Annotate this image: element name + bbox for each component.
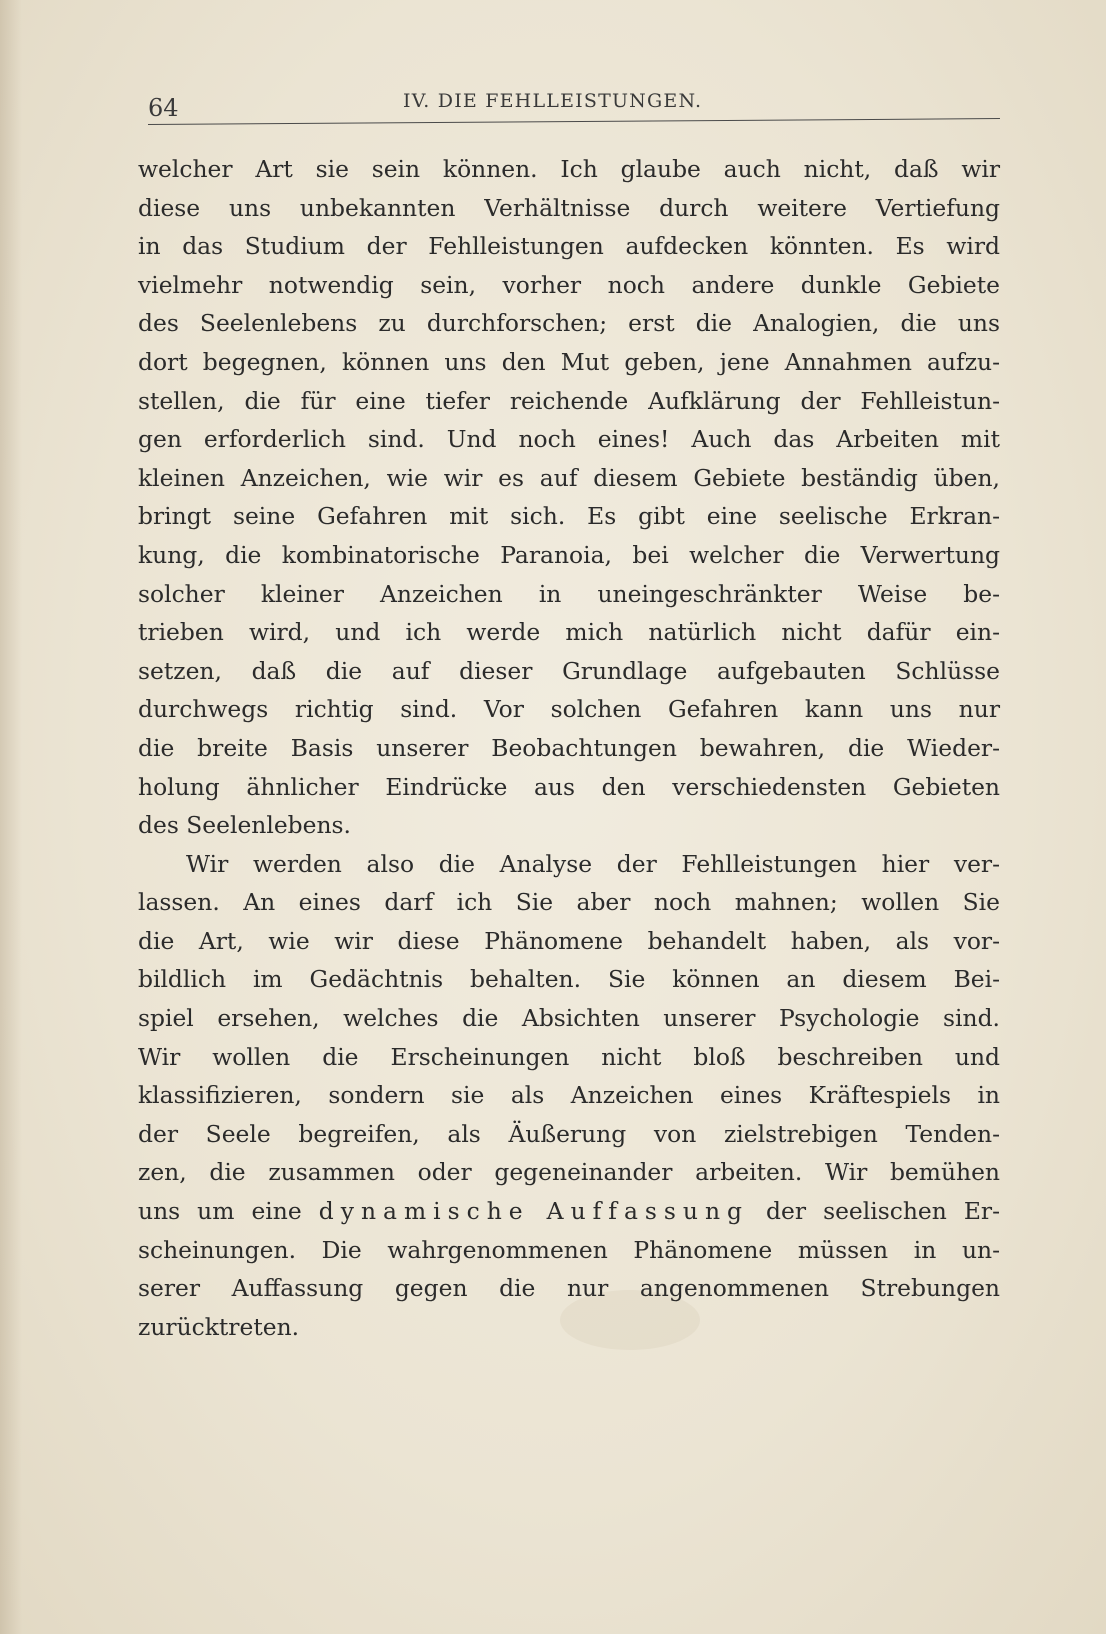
text-line: des Seelenlebens zu durchforschen; erst die Analogien, die uns xyxy=(138,309,1000,338)
text-line: zurücktreten. xyxy=(138,1312,300,1341)
text-line-emphasis xyxy=(138,1192,1000,1231)
paragraph-1 xyxy=(138,150,1000,845)
paragraph-2 xyxy=(138,845,1000,1347)
text-line: vielmehr notwendig sein, vorher noch andere dunkle Gebiete xyxy=(138,270,1000,299)
spine-shadow xyxy=(0,0,22,1634)
text-line: die Art, wie wir diese Phänomene behandelt haben, als vor- xyxy=(138,926,1000,955)
text-line: des Seelenlebens. xyxy=(138,811,351,840)
text-line: holung ähnlicher Eindrücke aus den verschiedensten Gebieten xyxy=(138,772,1000,801)
text-line: lassen. An eines darf ich Sie aber noch mahnen; wollen Sie xyxy=(138,888,1000,917)
text-line: Wir werden also die Analyse der Fehlleistungen hier ver- xyxy=(186,849,1000,878)
header-rule xyxy=(148,118,1000,125)
text-line: kleinen Anzeichen, wie wir es auf diesem Gebiete beständig üben, xyxy=(138,463,1000,492)
text-line: gen erforderlich sind. Und noch eines! Auch das Arbeiten mit xyxy=(138,425,1000,454)
text-line: stellen, die für eine tiefer reichende Aufklärung der Fehlleistun- xyxy=(138,386,1000,415)
text-line: bildlich im Gedächtnis behalten. Sie können an diesem Bei- xyxy=(138,965,1000,994)
text-fragment: der seelischen Er- xyxy=(766,1197,1001,1226)
body-text xyxy=(138,150,1000,1346)
text-line: welcher Art sie sein können. Ich glaube auch nicht, daß wir xyxy=(138,155,1000,183)
text-line: serer Auffassung gegen die nur angenommenen Strebungen xyxy=(138,1274,1000,1303)
page-header xyxy=(148,84,1000,132)
spaced-emphasis: dynamische xyxy=(318,1197,530,1226)
text-line: bringt seine Gefahren mit sich. Es gibt eine seelische Erkran- xyxy=(138,502,1000,531)
text-line: solcher kleiner Anzeichen in uneingeschränkter Weise be- xyxy=(138,579,1000,608)
text-line: der Seele begreifen, als Äußerung von zielstrebigen Tenden- xyxy=(138,1119,1000,1148)
running-head: IV. DIE FEHLLEISTUNGEN. xyxy=(403,90,703,112)
spaced-emphasis: Auffassung xyxy=(546,1197,749,1226)
text-line: zen, die zusammen oder gegeneinander arbeiten. Wir bemühen xyxy=(138,1158,1000,1187)
text-line: kung, die kombinatorische Paranoia, bei welcher die Verwertung xyxy=(138,540,1000,569)
text-line: spiel ersehen, welches die Absichten unserer Psychologie sind. xyxy=(138,1004,1000,1033)
text-line: trieben wird, und ich werde mich natürlich nicht dafür ein- xyxy=(138,618,1000,647)
text-line: durchwegs richtig sind. Vor solchen Gefahren kann uns nur xyxy=(138,695,1000,724)
text-line: scheinungen. Die wahrgenommenen Phänomene müssen in un- xyxy=(138,1235,1000,1264)
text-line: klassifizieren, sondern sie als Anzeichen eines Kräftespiels in xyxy=(138,1081,1000,1110)
page-number: 64 xyxy=(148,94,179,122)
text-line: setzen, daß die auf dieser Grundlage aufgebauten Schlüsse xyxy=(138,656,1000,685)
text-line: Wir wollen die Erscheinungen nicht bloß beschreiben und xyxy=(138,1042,1000,1071)
text-fragment: uns um eine xyxy=(138,1197,302,1226)
text-line: diese uns unbekannten Verhältnisse durch weitere Vertiefung xyxy=(138,193,1000,222)
text-line: die breite Basis unserer Beobachtungen bewahren, die Wieder- xyxy=(138,733,1000,762)
text-line: in das Studium der Fehlleistungen aufdecken könnten. Es wird xyxy=(138,232,1000,261)
text-line: dort begegnen, können uns den Mut geben, jene Annahmen aufzu- xyxy=(138,347,1000,376)
